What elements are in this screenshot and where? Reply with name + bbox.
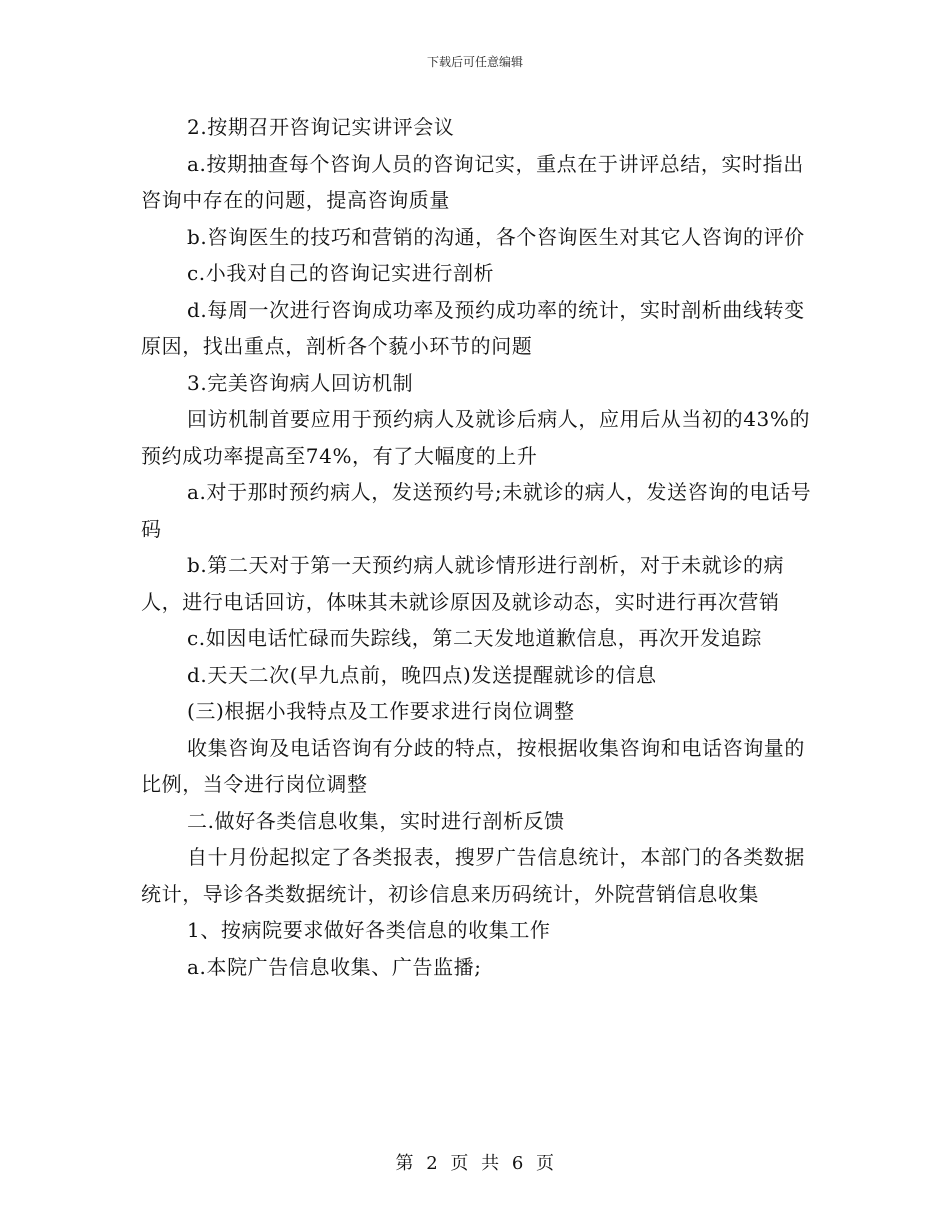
page-footer: 第 2 页 共 6 页: [395, 1153, 555, 1174]
paragraph: 2.按期召开咨询记实讲评会议: [187, 115, 455, 139]
page-header: 下载后可任意编辑: [426, 55, 523, 69]
paragraph: d.每周一次进行咨询成功率及预约成功率的统计，实时剖析曲线转变原因，找出重点，剖析各个藐小环节的问题: [141, 297, 805, 358]
document-body: [141, 109, 813, 985]
paragraph: b.咨询医生的技巧和营销的沟通，各个咨询医生对其它人咨询的评价: [187, 224, 805, 249]
paragraph: 3.完美咨询病人回访机制: [187, 370, 414, 395]
paragraph: d.天天二次(早九点前，晚四点)发送提醒就诊的信息: [187, 662, 657, 687]
paragraph: 回访机制首要应用于预约病人及就诊后病人，应用后从当初的43%的预约成功率提高至74%，有了大幅度的上升: [141, 407, 811, 468]
paragraph: c.小我对自己的咨询记实进行剖析: [187, 261, 495, 285]
paragraph: 收集咨询及电话咨询有分歧的特点，按根据收集咨询和电话咨询量的比例，当令进行岗位调整: [141, 735, 805, 796]
paragraph: 1、按病院要求做好各类信息的收集工作: [187, 918, 551, 942]
paragraph: (三)根据小我特点及工作要求进行岗位调整: [187, 699, 575, 723]
paragraph: c.如因电话忙碌而失踪线，第二天发地道歉信息，再次开发追踪: [187, 626, 762, 650]
paragraph: a.按期抽查每个咨询人员的咨询记实，重点在于讲评总结，实时指出咨询中存在的问题，提高咨询质量: [141, 151, 804, 212]
paragraph: a.本院广告信息收集、广告监播;: [187, 954, 482, 979]
paragraph: 自十月份起拟定了各类报表，搜罗广告信息统计，本部门的各类数据统计，导诊各类数据统计，初诊信息来历码统计，外院营销信息收集: [141, 845, 805, 906]
paragraph: b.第二天对于第一天预约病人就诊情形进行剖析，对于未就诊的病人，进行电话回访，体味其未就诊原因及就诊动态，实时进行再次营销: [141, 553, 785, 614]
paragraph: 二.做好各类信息收集，实时进行剖析反馈: [187, 808, 565, 833]
paragraph: a.对于那时预约病人，发送预约号;未就诊的病人，发送咨询的电话号码: [141, 480, 812, 541]
